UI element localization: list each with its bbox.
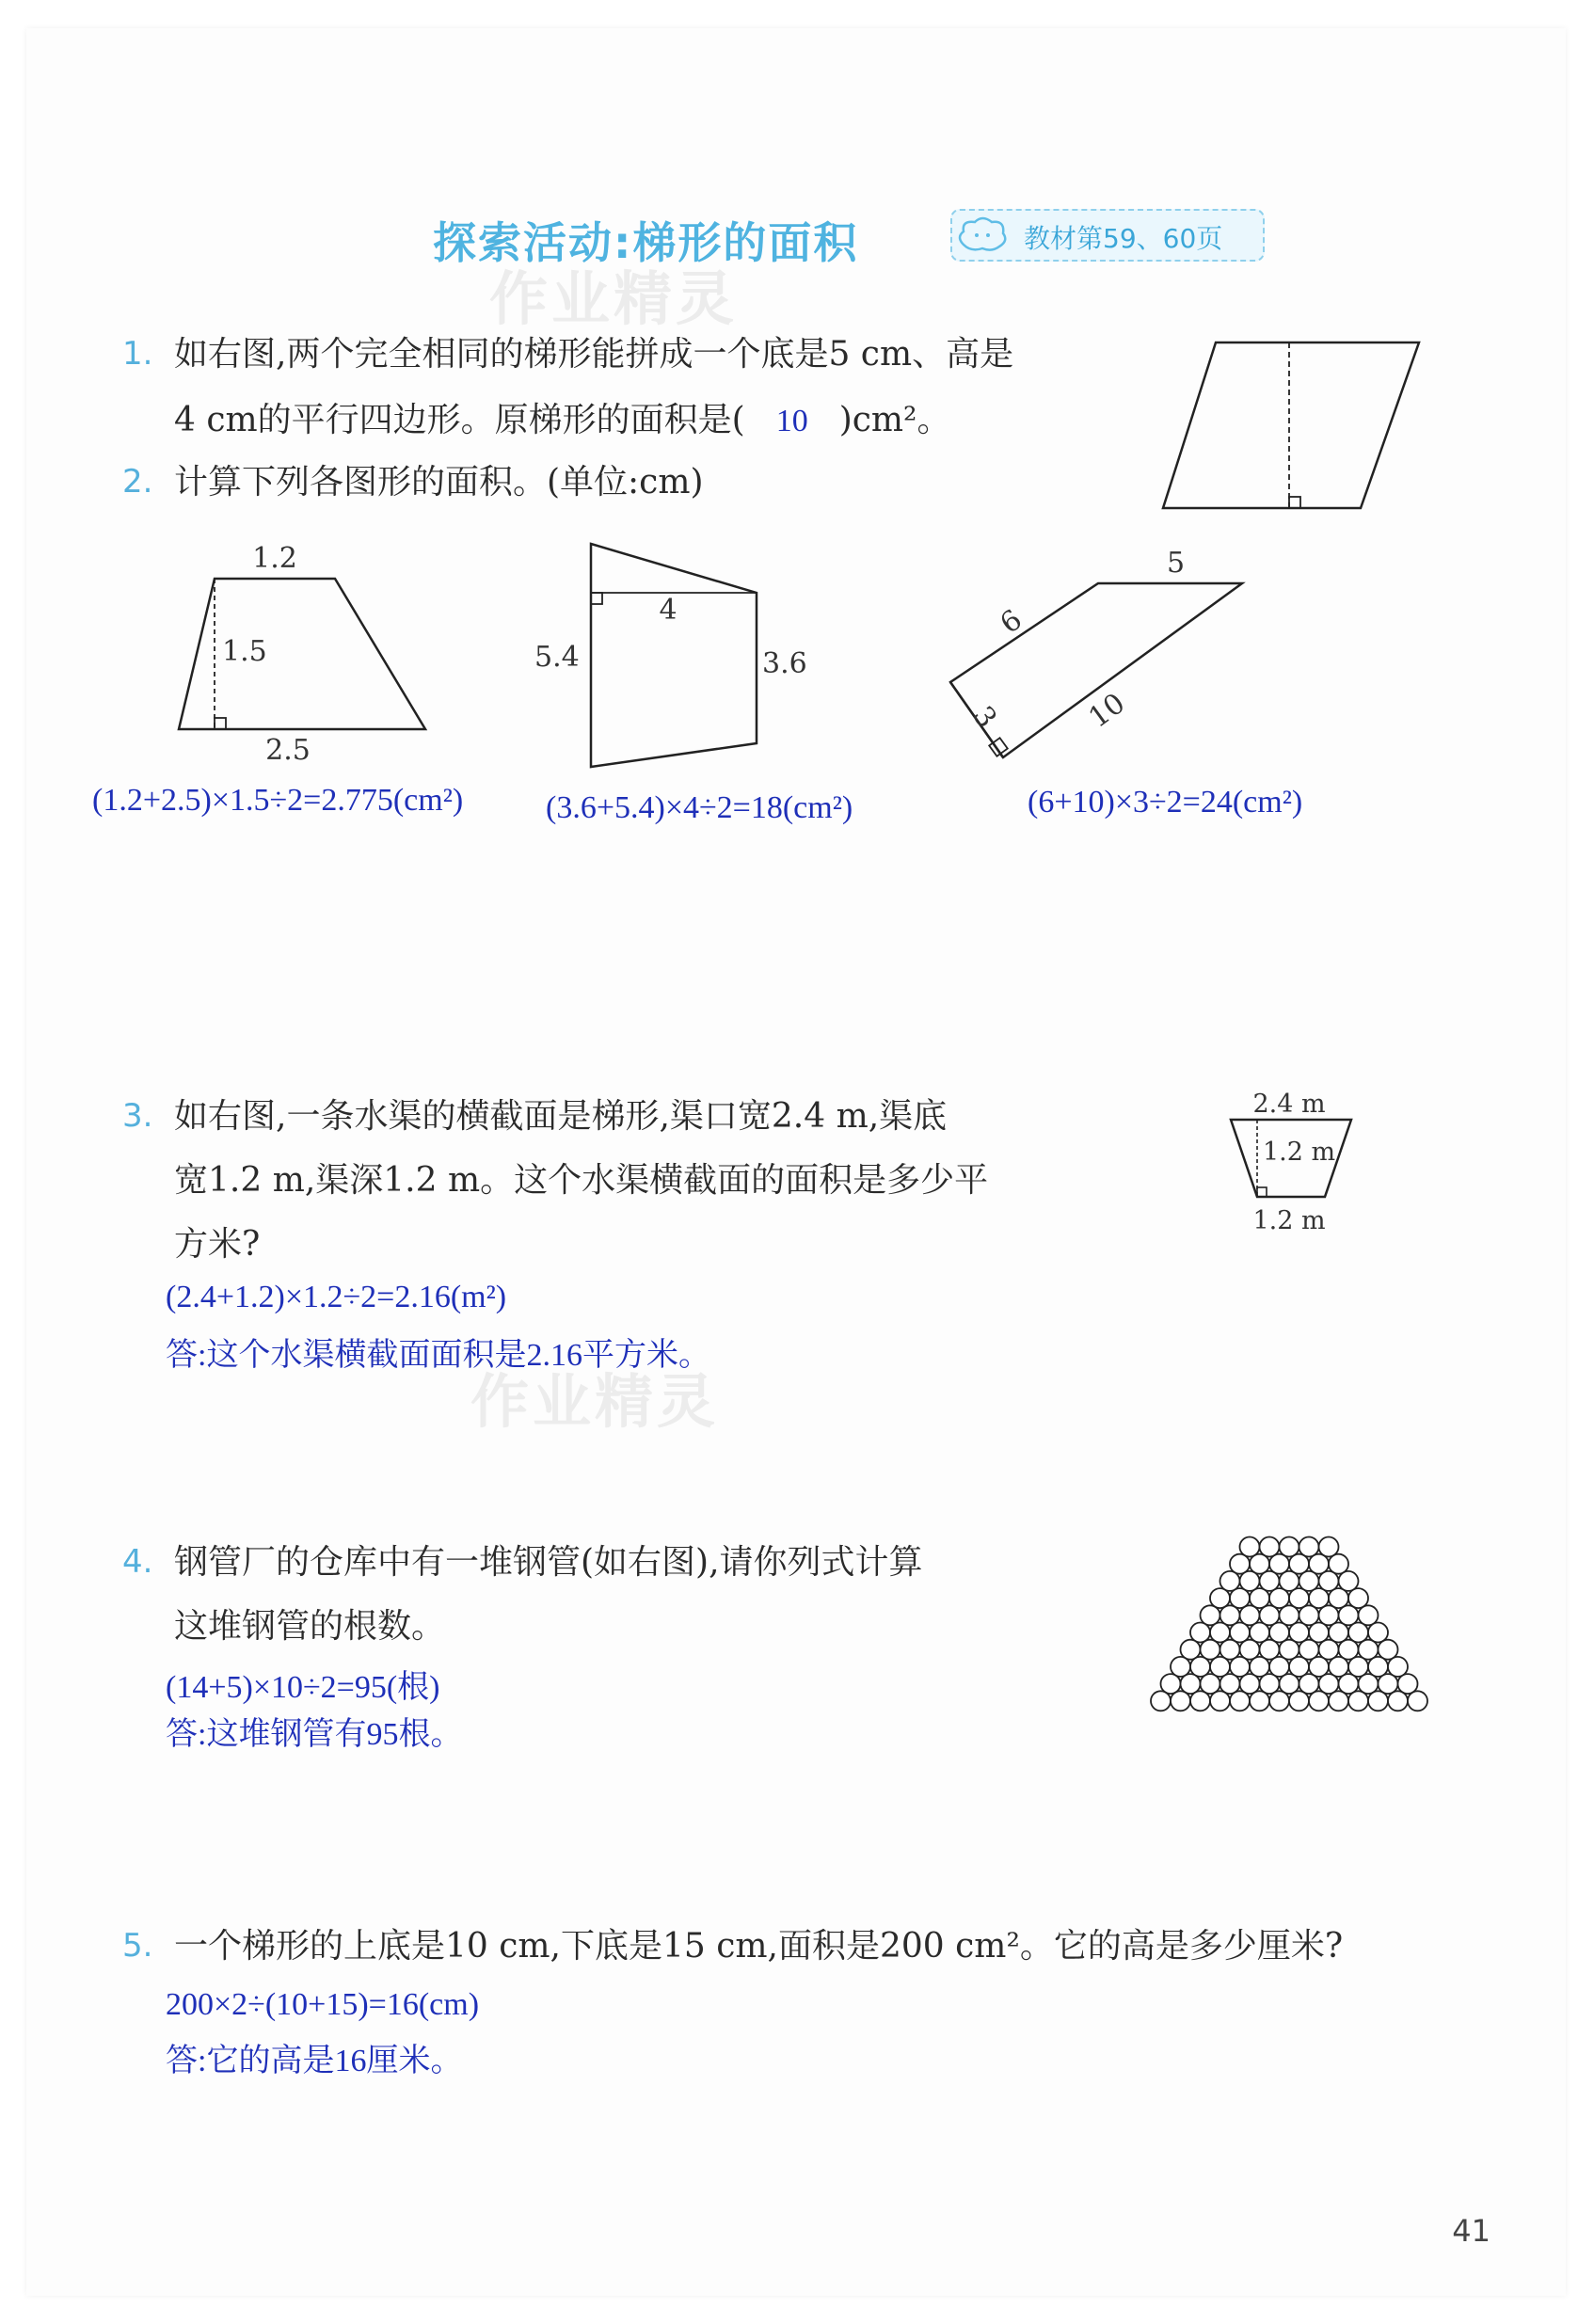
fig2-width-label: 4 [659,594,677,627]
q5-answer-calc: 200×2÷(10+15)=16(cm) [166,1987,480,2022]
q2-answer-1: (1.2+2.5)×1.5÷2=2.775(cm²) [92,783,464,818]
steel-pipe [1269,1691,1289,1711]
steel-pipe [1210,1691,1230,1711]
steel-pipe [1190,1691,1210,1711]
steel-pipe [1329,1691,1348,1711]
q2-answer-3: (6+10)×3÷2=24(cm²) [1028,785,1303,820]
fig1-top-label: 1.2 [252,542,297,575]
q1-answer: 10 [775,404,808,438]
q3-number: 3. [122,1097,153,1135]
q5-text: 一个梯形的上底是10 cm,下底是15 cm,面积是200 cm²。它的高是多少厘米? [174,1927,1344,1966]
steel-pipe [1408,1691,1427,1711]
q3-channel-figure [1214,1080,1374,1240]
q4-answer-calc: (14+5)×10÷2=95(根) [166,1670,440,1705]
q3-answer-text: 答:这个水渠横截面面积是2.16平方米。 [166,1338,710,1373]
q3-text-line2: 宽1.2 m,渠深1.2 m。这个水渠横截面的面积是多少平 [174,1161,989,1200]
q4-text-line2: 这堆钢管的根数。 [174,1607,446,1646]
steel-pipe [1230,1691,1250,1711]
watermark-2: 作业精灵 [470,1367,720,1436]
steel-pipe [1289,1691,1309,1711]
q4-number: 4. [122,1543,153,1581]
cloud-icon [954,213,1011,256]
steel-pipe [1309,1691,1329,1711]
q2-figure-2 [527,536,828,781]
q4-answer-text: 答:这堆钢管有95根。 [166,1717,463,1752]
page-number: 41 [1452,2213,1490,2249]
fig1-height-label: 1.5 [222,635,267,668]
q3-fig-depth-label: 1.2 m [1263,1138,1336,1167]
q3-text-line3: 方米? [174,1225,261,1264]
q2-number: 2. [122,463,153,501]
steel-pipe [1348,1691,1368,1711]
q1-line2-post: )cm²。 [838,401,951,439]
fig2-right-label: 3.6 [762,647,807,680]
q1-line2-pre: 4 cm的平行四边形。原梯形的面积是( [174,401,745,439]
q2-figure-3 [941,536,1280,772]
steel-pipe [1171,1691,1190,1711]
steel-pipe [1250,1691,1269,1711]
q3-text-line1: 如右图,一条水渠的横截面是梯形,渠口宽2.4 m,渠底 [174,1097,948,1136]
q1-text-line2 [174,388,950,454]
q2-answer-2: (3.6+5.4)×4÷2=18(cm²) [546,790,853,825]
fig3-top-label: 5 [1167,547,1186,580]
fig3-height-label: 3 [965,700,1003,735]
q1-parallelogram-figure [1157,339,1430,517]
fig3-side-label: 6 [994,603,1028,641]
fig3-bottom-label: 10 [1082,687,1132,735]
fig2-left-label: 5.4 [534,641,580,674]
q1-text-line1: 如右图,两个完全相同的梯形能拼成一个底是5 cm、高是 [174,335,1014,374]
q4-text-line1: 钢管厂的仓库中有一堆钢管(如右图),请你列式计算 [174,1543,923,1582]
fig1-bottom-label: 2.5 [265,734,311,762]
q1-number: 1. [122,335,153,373]
steel-pipe [1368,1691,1388,1711]
steel-pipe [1151,1691,1171,1711]
steel-pipe [1388,1691,1408,1711]
textbook-ref: 教材第59、60页 [1024,223,1223,254]
q5-number: 5. [122,1927,153,1965]
q2-text: 计算下列各图形的面积。(单位:cm) [174,463,704,501]
q5-answer-text: 答:它的高是16厘米。 [166,2044,463,2078]
page-title: 探索活动:梯形的面积 [433,217,859,268]
q3-answer-calc: (2.4+1.2)×1.2÷2=2.16(m²) [166,1280,507,1314]
watermark: 作业精灵 [489,264,739,333]
q2-figure-1 [151,536,442,762]
q4-steel-pipe-pile-figure [1139,1534,1440,1722]
q3-fig-bottom-label: 1.2 m [1252,1206,1326,1235]
q3-fig-top-label: 2.4 m [1252,1090,1326,1119]
